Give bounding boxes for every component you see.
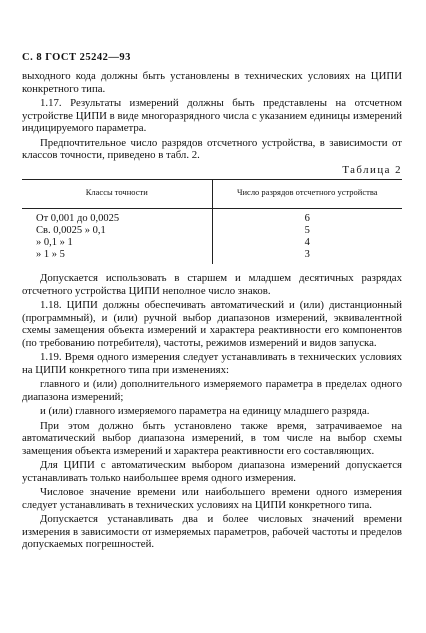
document-body: [22, 70, 402, 553]
paragraph-partial-digits: Допускается использовать в старшем и младшем десятичных разрядах отсчетного устройства ЦИПИ неполное число знаков.: [22, 272, 402, 297]
paragraph-continuation: выходного кода должны быть установлены в технических условиях на ЦИПИ конкретного типа.: [22, 70, 402, 95]
table-cell-digits: 3: [304, 249, 310, 260]
table-header-digits: Число разрядов отсчетного устройства: [212, 180, 402, 209]
table-header-accuracy-class: Классы точности: [22, 180, 212, 209]
table-cell-class: От 0,001 до 0,0025: [22, 209, 212, 226]
page-header: С. 8 ГОСТ 25242—93: [22, 52, 131, 63]
paragraph-1-19: 1.19. Время одного измерения следует устанавливать в технических условиях на ЦИПИ конкретного типа при изменениях:: [22, 351, 402, 376]
table-cell-digits: 4: [304, 237, 310, 248]
table-row: [22, 237, 402, 249]
paragraph-1-18: 1.18. ЦИПИ должны обеспечивать автоматический и (или) дистанционный (программный), и (или) ручной выбор диапазонов измерений, эквивалентной схемы замещения объекта измерений и характера реактивности его компонентов (по требованию потребителя), частоты, режимов измерений и видов запуска.: [22, 299, 402, 349]
table-header-row: [22, 180, 402, 209]
paragraph-auto-range-time: При этом должно быть установлено также время, затрачиваемое на автоматический выбор диапазона измерений, в том числе на выбор схемы замещения объекта измерений и характера реактивности его составляющих.: [22, 419, 402, 457]
table-cell-digits: 6: [304, 213, 310, 224]
table-cell-class: » 1 » 5: [22, 249, 212, 264]
table-caption: Таблица 2: [342, 163, 402, 176]
paragraph-max-time: Для ЦИПИ с автоматическим выбором диапазона измерений допускается устанавливать только наибольшее время одного измерения.: [22, 459, 402, 484]
table-cell-digits: 5: [304, 225, 310, 236]
table-cell-class: » 0,1 » 1: [22, 237, 212, 249]
paragraph-numeric-value: Числовое значение времени или наибольшего времени одного измерения следует устанавливать в технических условиях на ЦИПИ конкретного типа.: [22, 486, 402, 511]
table-cell-class: Св. 0,0025 » 0,1: [22, 225, 212, 237]
paragraph-multiple-values: Допускается устанавливать два и более числовых значений времени измерения в зависимости от измеряемых параметров, рабочей частоты и пределов допускаемых погрешностей.: [22, 513, 402, 550]
table-row: [22, 225, 402, 237]
paragraph-least-digit: и (или) главного измеряемого параметра на единицу младшего разряда.: [40, 405, 370, 417]
table-row: [22, 209, 402, 226]
paragraph-table-intro: Предпочтительное число разрядов отсчетного устройства, в зависимости от классов точности, приведено в табл. 2.: [22, 136, 402, 161]
paragraph-1-17: 1.17. Результаты измерений должны быть представлены на отсчетном устройстве ЦИПИ в виде многоразрядного числа с указанием единицы измерений индицируемого параметра.: [22, 97, 402, 134]
accuracy-table: [22, 179, 402, 264]
table-row: [22, 249, 402, 264]
paragraph-main-param: главного и (или) дополнительного измеряемого параметра в пределах одного диапазона измерений;: [22, 378, 402, 403]
